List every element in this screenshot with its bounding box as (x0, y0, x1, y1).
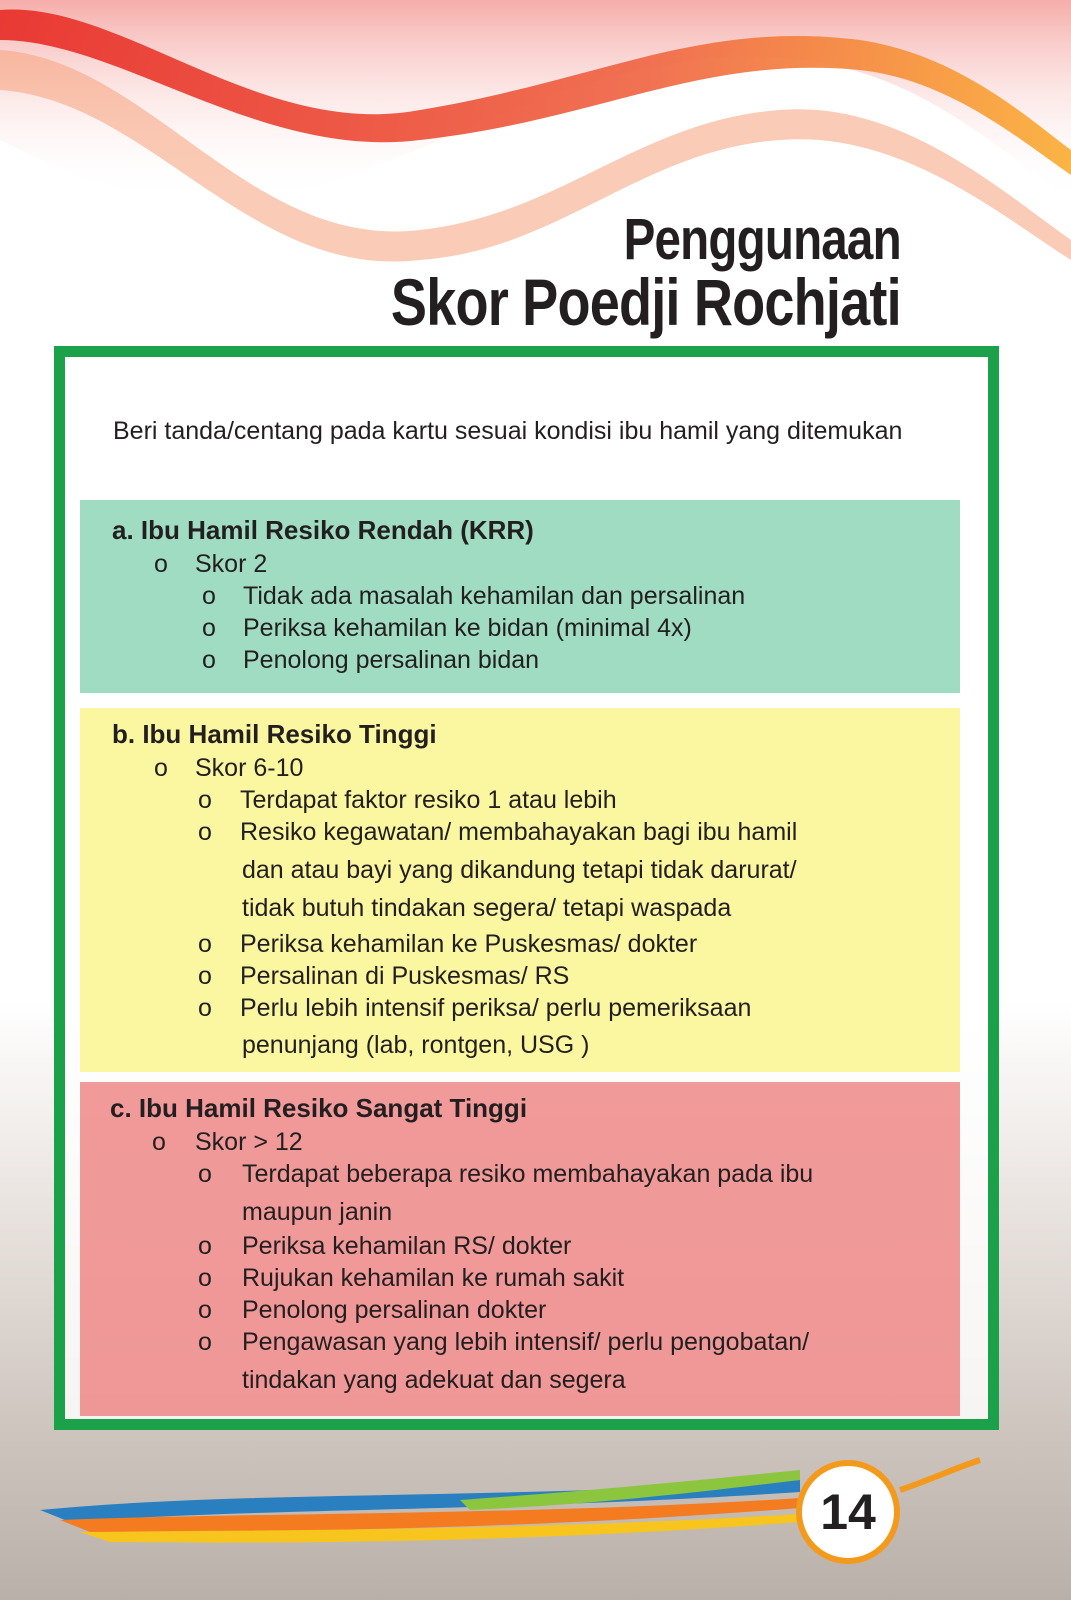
bullet: o (202, 614, 216, 642)
list-item: Terdapat faktor resiko 1 atau lebih (240, 786, 617, 814)
bullet: o (198, 1232, 212, 1260)
list-item-continuation: dan atau bayi yang dikandung tetapi tidak darurat/ (242, 856, 797, 884)
list-item: Terdapat beberapa resiko membahayakan pada ibu (242, 1160, 814, 1188)
list-item: Rujukan kehamilan ke rumah sakit (242, 1264, 625, 1292)
list-item: Resiko kegawatan/ membahayakan bagi ibu hamil (240, 818, 798, 846)
bullet: o (154, 550, 168, 578)
list-item-continuation: tindakan yang adekuat dan segera (242, 1366, 626, 1394)
list-item: Tidak ada masalah kehamilan dan persalinan (243, 582, 746, 610)
footer-wave-decoration (0, 1440, 1071, 1600)
section-very-high-risk (80, 1082, 960, 1416)
list-item: Penolong persalinan bidan (243, 646, 540, 674)
bullet: o (198, 786, 212, 814)
bullet: o (152, 1128, 166, 1156)
score-label: Skor 2 (195, 550, 268, 578)
bullet: o (198, 1296, 212, 1324)
list-item-continuation: tidak butuh tindakan segera/ tetapi waspada (242, 894, 732, 922)
list-item-continuation: penunjang (lab, rontgen, USG ) (242, 1031, 590, 1059)
bullet: o (198, 818, 212, 846)
title-line-2: Skor Poedji Rochjati (391, 265, 901, 339)
section-heading: b. Ibu Hamil Resiko Tinggi (112, 719, 437, 749)
score-label: Skor > 12 (195, 1128, 303, 1156)
section-heading: a. Ibu Hamil Resiko Rendah (KRR) (112, 515, 534, 545)
list-item: Pengawasan yang lebih intensif/ perlu pengobatan/ (242, 1328, 810, 1356)
list-item: Perlu lebih intensif periksa/ perlu pemeriksaan (240, 994, 752, 1022)
bullet: o (202, 582, 216, 610)
list-item-continuation: maupun janin (242, 1198, 393, 1226)
bullet: o (198, 1160, 212, 1188)
page-title (391, 207, 901, 339)
page-number: 14 (820, 1484, 876, 1540)
list-item: Periksa kehamilan RS/ dokter (242, 1232, 572, 1260)
bullet: o (202, 646, 216, 674)
title-line-1: Penggunaan (623, 207, 901, 272)
score-label: Skor 6-10 (195, 754, 304, 782)
section-heading: c. Ibu Hamil Resiko Sangat Tinggi (110, 1093, 528, 1123)
bullet: o (198, 962, 212, 990)
intro-text: Beri tanda/centang pada kartu sesuai kondisi ibu hamil yang ditemukan (113, 417, 903, 445)
section-high-risk (80, 708, 960, 1072)
list-item: Penolong persalinan dokter (242, 1296, 547, 1324)
bullet: o (198, 930, 212, 958)
bullet: o (154, 754, 168, 782)
bullet: o (198, 1264, 212, 1292)
bullet: o (198, 994, 212, 1022)
list-item: Periksa kehamilan ke bidan (minimal 4x) (243, 614, 692, 642)
bullet: o (198, 1328, 212, 1356)
list-item: Periksa kehamilan ke Puskesmas/ dokter (240, 930, 698, 958)
section-low-risk (80, 500, 960, 693)
list-item: Persalinan di Puskesmas/ RS (240, 962, 570, 990)
